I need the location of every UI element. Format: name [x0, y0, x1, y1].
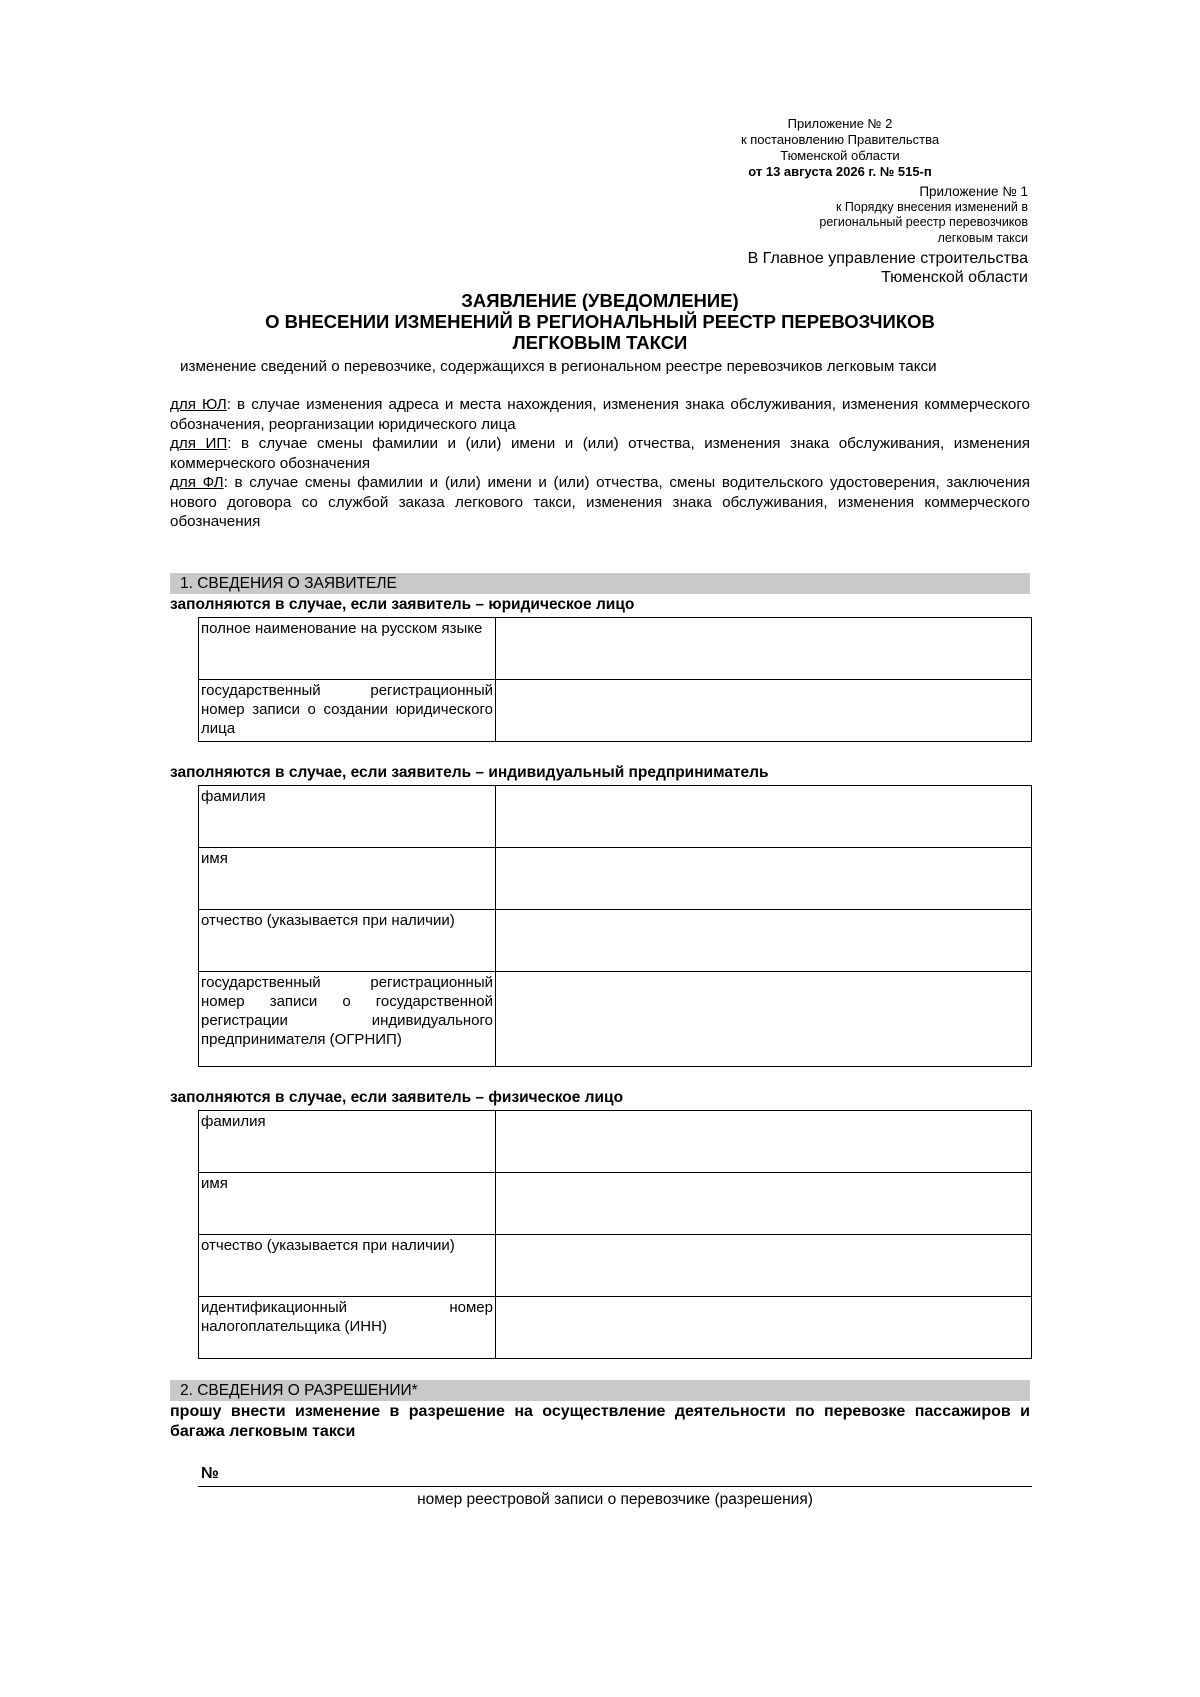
case-legal-entity [170, 395, 1030, 434]
case-legal-entity-label: для ЮЛ [170, 396, 227, 413]
case-individual-label: для ФЛ [170, 474, 224, 491]
case-entrepreneur-text: : в случае смены фамилии и (или) имени и (или) отчества, изменения знака обслуживания, изменения коммерческого обозначения [170, 435, 1030, 472]
registry-number-caption: номер реестровой записи о перевозчике (разрешения) [417, 1491, 813, 1508]
field-label: имя [199, 848, 496, 910]
table-row [199, 910, 1032, 972]
ogrn-field[interactable] [496, 680, 1032, 742]
fl-name-field[interactable] [496, 1173, 1032, 1235]
full-name-field[interactable] [496, 618, 1032, 680]
table-row [199, 1173, 1032, 1235]
table-row [199, 680, 1032, 742]
legal-entity-table [198, 617, 1032, 742]
document-title [170, 290, 1030, 353]
table-row [199, 972, 1032, 1067]
title-line3: ЛЕГКОВЫМ ТАКСИ [512, 332, 688, 353]
title-line1: ЗАЯВЛЕНИЕ (УВЕДОМЛЕНИЕ) [461, 290, 739, 311]
field-label: государственный регистрационный номер записи о государственной регистрации индивидуального предпринимателя (ОГРНИП) [199, 972, 496, 1067]
individual-table [198, 1110, 1032, 1359]
field-label: идентификационный номер налогоплательщика (ИНН) [199, 1297, 496, 1359]
number-sign: № [201, 1465, 219, 1482]
appendix-1-line1: Приложение № 1 [919, 184, 1028, 199]
individual-heading: заполняются в случае, если заявитель – физическое лицо [170, 1089, 624, 1106]
ip-surname-field[interactable] [496, 786, 1032, 848]
appendix-2-line3: Тюменской области [780, 148, 900, 163]
title-line2: О ВНЕСЕНИИ ИЗМЕНЕНИЙ В РЕГИОНАЛЬНЫЙ РЕЕСТР ПЕРЕВОЗЧИКОВ [265, 311, 935, 332]
appendix-2-line1: Приложение № 2 [787, 116, 893, 131]
case-entrepreneur [170, 434, 1030, 473]
field-label: имя [199, 1173, 496, 1235]
section-2-header [170, 1380, 1030, 1401]
addressee [628, 249, 1028, 287]
fl-surname-field[interactable] [496, 1111, 1032, 1173]
fl-patronymic-field[interactable] [496, 1235, 1032, 1297]
appendix-1-line3: региональный реестр перевозчиков [819, 215, 1028, 229]
request-text: прошу внести изменение в разрешение на осуществление деятельности по перевозке пассажиров и багажа легковым такси [170, 1403, 1030, 1440]
appendix-1-line2: к Порядку внесения изменений в [835, 199, 1028, 214]
case-individual [170, 473, 1030, 532]
table-row [199, 1111, 1032, 1173]
registry-number-underline [198, 1486, 1032, 1487]
appendix-2-line2: к постановлению Правительства [740, 132, 940, 147]
field-label: отчество (указывается при наличии) [199, 910, 496, 972]
field-label: фамилия [199, 786, 496, 848]
case-entrepreneur-label: для ИП [170, 435, 228, 452]
appendix-1-line4: легковым такси [937, 230, 1028, 245]
addressee-line1: В Главное управление строительства [747, 250, 1028, 267]
appendix-2-line4: от 13 августа 2026 г. № 515-п [748, 164, 932, 179]
addressee-line2: Тюменской области [881, 269, 1028, 286]
appendix-1-header [748, 184, 1028, 246]
ogrnip-field[interactable] [496, 972, 1032, 1067]
section-2-title: 2. СВЕДЕНИЯ О РАЗРЕШЕНИИ* [180, 1382, 418, 1399]
table-row [199, 848, 1032, 910]
case-individual-text: : в случае смены фамилии и (или) имени и (или) отчества, смены водительского удостоверения, заключения нового договора со службой заказа легкового такси, изменения знака обслуживания, изменения коммерческого обозначения [170, 474, 1030, 530]
section-1-title: 1. СВЕДЕНИЯ О ЗАЯВИТЕЛЕ [180, 575, 397, 592]
entrepreneur-table [198, 785, 1032, 1067]
table-row [199, 1297, 1032, 1359]
legal-entity-heading: заполняются в случае, если заявитель – юридическое лицо [170, 596, 635, 613]
ip-name-field[interactable] [496, 848, 1032, 910]
table-row [199, 1235, 1032, 1297]
field-label: фамилия [199, 1111, 496, 1173]
registry-number-field[interactable] [230, 1463, 1030, 1485]
ip-patronymic-field[interactable] [496, 910, 1032, 972]
case-legal-entity-text: : в случае изменения адреса и места нахождения, изменения знака обслуживания, изменения коммерческого обозначения, реорганизации юридического лица [170, 396, 1030, 433]
field-label: государственный регистрационный номер записи о создании юридического лица [199, 680, 496, 742]
section-1-header [170, 573, 1030, 594]
appendix-2-header [722, 116, 958, 180]
entrepreneur-heading: заполняются в случае, если заявитель – индивидуальный предприниматель [170, 764, 769, 781]
field-label: отчество (указывается при наличии) [199, 1235, 496, 1297]
field-label: полное наименование на русском языке [199, 618, 496, 680]
table-row [199, 786, 1032, 848]
intro-paragraph: изменение сведений о перевозчике, содержащихся в региональном реестре перевозчиков легковым такси [180, 358, 937, 375]
table-row [199, 618, 1032, 680]
inn-field[interactable] [496, 1297, 1032, 1359]
